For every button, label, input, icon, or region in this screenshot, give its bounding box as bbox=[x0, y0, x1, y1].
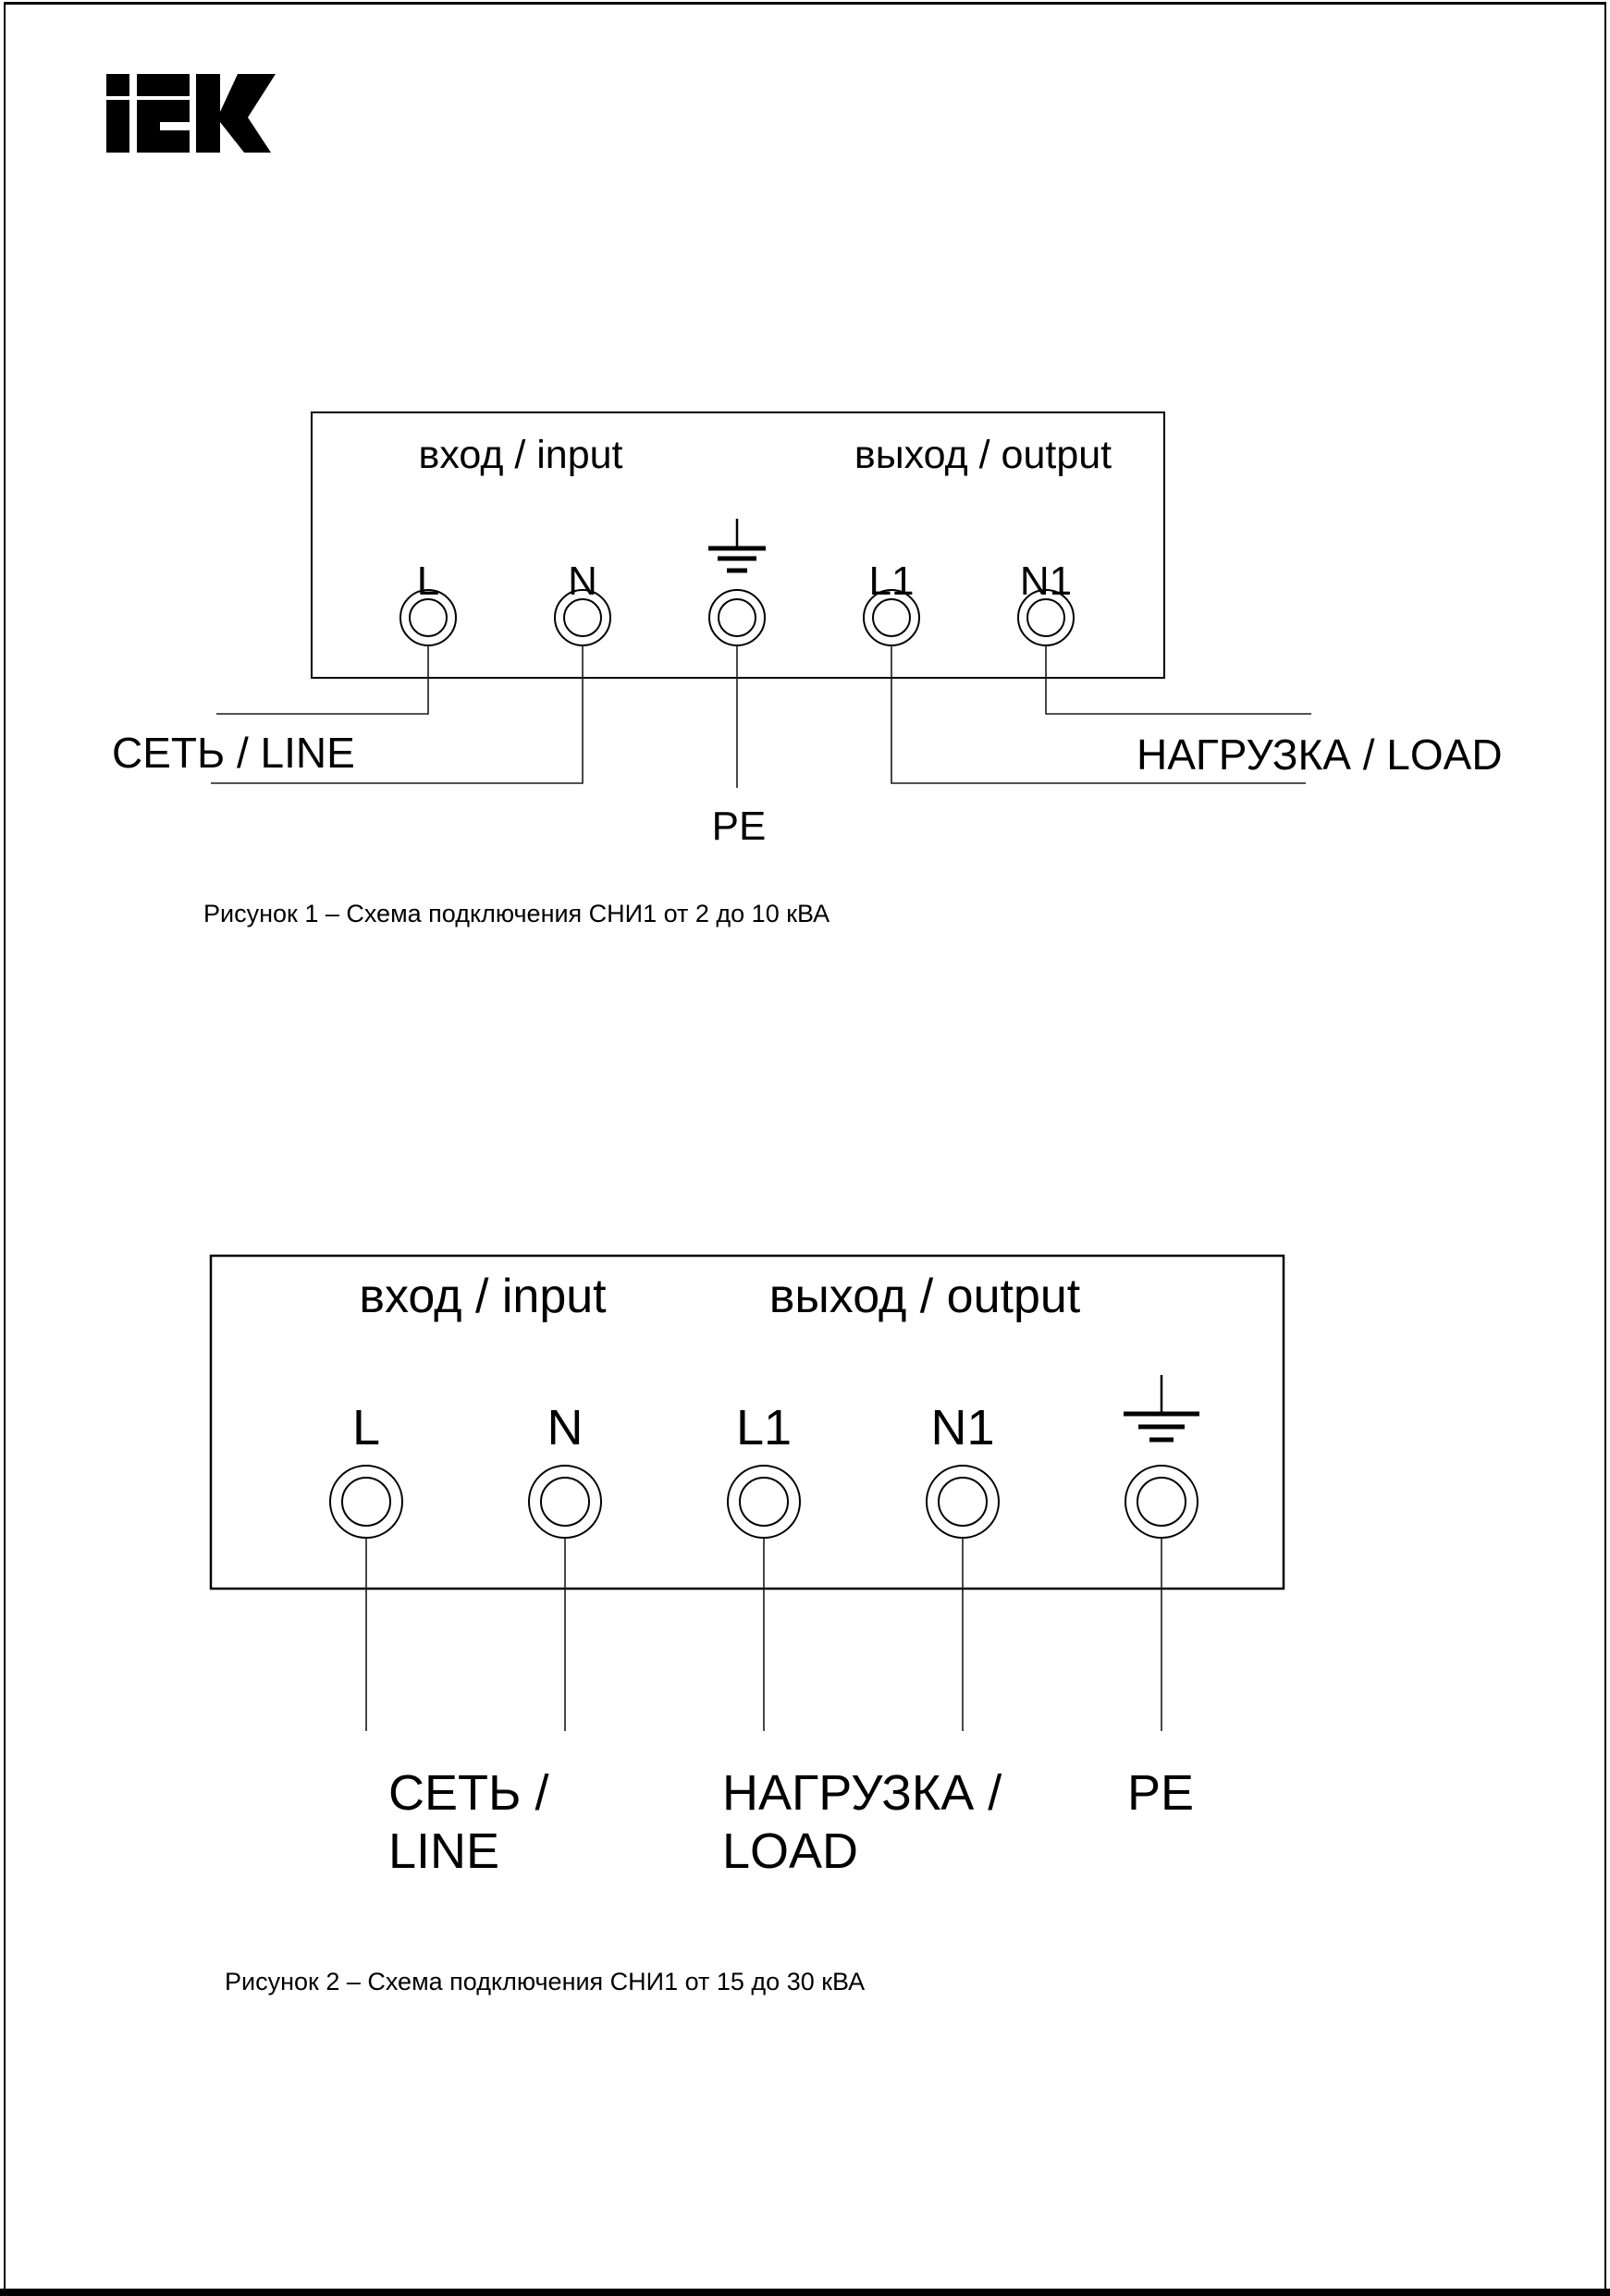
figure1-pe-label: PE bbox=[711, 804, 767, 849]
figure1-drawing bbox=[92, 407, 1535, 925]
logo-k-arms bbox=[220, 74, 276, 153]
figure2-terminal-label-L1: L1 bbox=[735, 1400, 793, 1455]
terminal-N bbox=[529, 1466, 601, 1538]
logo-e-top bbox=[137, 74, 190, 96]
figure2-wires bbox=[366, 1538, 1161, 1731]
figure2-terminals bbox=[330, 1466, 1198, 1538]
figure1-terminal-label-N1: N1 bbox=[1019, 559, 1073, 604]
figure2-pe-label: PE bbox=[1127, 1765, 1195, 1821]
terminal-N1 bbox=[927, 1466, 999, 1538]
figure1-caption: Рисунок 1 – Схема подключения СНИ1 от 2 до 10 кВА bbox=[203, 900, 830, 927]
terminal-L bbox=[330, 1466, 402, 1538]
wire-L-line bbox=[216, 645, 428, 714]
figure2-load-label-row2: LOAD bbox=[722, 1823, 859, 1879]
logo-i-dot bbox=[106, 74, 129, 96]
ground-icon bbox=[1124, 1375, 1199, 1440]
figure1-input-header: вход / input bbox=[418, 433, 623, 477]
page-border-bottom bbox=[0, 2289, 1610, 2296]
figure1-line-label: СЕТЬ / LINE bbox=[112, 729, 355, 777]
figure1-terminals bbox=[400, 590, 1074, 645]
figure1-terminal-label-L: L bbox=[416, 559, 440, 604]
iek-logo bbox=[106, 72, 277, 153]
figure2-input-header: вход / input bbox=[359, 1270, 607, 1323]
figure2-load-label-row1: НАГРУЗКА / bbox=[722, 1765, 1002, 1821]
page-border-right bbox=[1604, 2, 1606, 2292]
figure2-terminal-label-N1: N1 bbox=[930, 1400, 995, 1455]
page-border-top bbox=[4, 2, 1606, 5]
figure2-line-label-row1: СЕТЬ / bbox=[388, 1765, 549, 1821]
figure1-output-header: выход / output bbox=[854, 433, 1112, 477]
logo-i-stem bbox=[106, 100, 129, 153]
figure2-line-label-row2: LINE bbox=[388, 1823, 500, 1879]
logo-e-body bbox=[137, 100, 190, 153]
figure2-drawing bbox=[139, 1239, 1387, 2016]
figure1-terminal-label-L1: L1 bbox=[868, 559, 915, 604]
terminal-L1 bbox=[728, 1466, 800, 1538]
ground-icon bbox=[708, 519, 766, 571]
figure2-terminal-label-L: L bbox=[351, 1400, 381, 1455]
figure2-output-header: выход / output bbox=[768, 1270, 1081, 1323]
figure2-caption: Рисунок 2 – Схема подключения СНИ1 от 15 до 30 кВА bbox=[225, 1968, 866, 1995]
wire-N1-load bbox=[1046, 645, 1311, 714]
figure2-terminal-label-N: N bbox=[547, 1400, 584, 1455]
logo-k-bar bbox=[196, 74, 220, 153]
terminal-PE bbox=[1125, 1466, 1198, 1538]
page-border-left bbox=[4, 2, 6, 2292]
figure1-terminal-label-N: N bbox=[568, 559, 597, 604]
figure1-load-label: НАГРУЗКА / LOAD bbox=[1137, 731, 1503, 779]
